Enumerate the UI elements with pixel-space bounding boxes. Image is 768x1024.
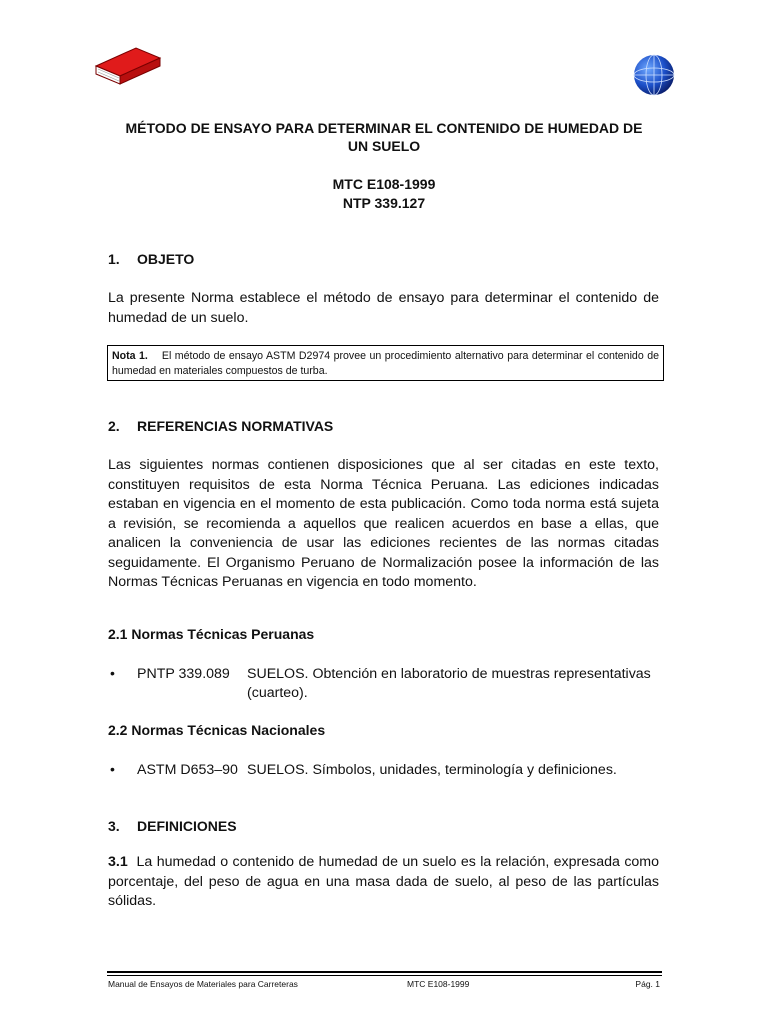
section-2-text: Las siguientes normas contienen disposiciones que al ser citadas en este texto, constituyen requisitos de esta Norma Técnica Peruana. Las ediciones indicadas estaban en vigencia en el momento de esta publicación. Como toda norma está sujeta a revisión, se recomienda a aquellos que realicen acuerdos en base a ellas, que analicen la conveniencia de usar las ediciones recientes de las normas citadas seguidamente. El Organismo Peruano de Normalización posee la información de las Normas Técnicas Peruanas en vigencia en todo momento. <box>108 457 659 590</box>
note-label: Nota 1. <box>112 350 148 362</box>
section-3-number: 3. <box>108 818 120 834</box>
book-icon <box>92 46 164 88</box>
footer-page-number: Pág. 1 <box>635 979 660 989</box>
footer-rule <box>107 971 662 973</box>
section-3-1-paragraph <box>108 853 659 912</box>
section-3-1-number: 3.1 <box>108 854 128 870</box>
bullet: • <box>110 665 115 681</box>
section-2-2-heading: 2.2 Normas Técnicas Nacionales <box>108 722 326 738</box>
section-1-heading: OBJETO <box>137 251 195 267</box>
section-2-heading: REFERENCIAS NORMATIVAS <box>137 418 334 434</box>
note-text: El método de ensayo ASTM D2974 provee un procedimiento alternativo para determinar el contenido de humedad en materiales compuestos de turba. <box>112 350 659 377</box>
globe-icon <box>632 53 676 97</box>
reference-description-line1: SUELOS. Obtención en laboratorio de muestras representativas <box>247 666 651 682</box>
section-2-1-heading: 2.1 Normas Técnicas Peruanas <box>108 626 315 642</box>
reference-description-line2: (cuarteo). <box>247 685 308 701</box>
document-title-line2: UN SUELO <box>347 138 421 154</box>
bullet: • <box>110 761 115 777</box>
reference-code: ASTM D653–90 <box>137 762 238 778</box>
footer-document-code: MTC E108-1999 <box>407 979 470 989</box>
section-1-text: La presente Norma establece el método de ensayo para determinar el contenido de humedad de un suelo. <box>108 290 659 326</box>
section-1-number: 1. <box>108 251 120 267</box>
document-code-mtc: MTC E108-1999 <box>332 176 436 192</box>
footer-manual-title: Manual de Ensayos de Materiales para Carreteras <box>108 979 298 989</box>
document-title-line1: MÉTODO DE ENSAYO PARA DETERMINAR EL CONTENIDO DE HUMEDAD DE <box>125 120 643 136</box>
section-2-number: 2. <box>108 418 120 434</box>
section-3-1-text: La humedad o contenido de humedad de un suelo es la relación, expresada como porcentaje, del peso de agua en una masa dada de suelo, al peso de las partículas sólidas. <box>108 854 660 909</box>
reference-code: PNTP 339.089 <box>137 666 230 682</box>
footer-rule <box>107 975 662 976</box>
section-3-heading: DEFINICIONES <box>137 818 237 834</box>
note-box <box>107 345 664 381</box>
document-code-ntp: NTP 339.127 <box>342 195 426 211</box>
reference-description: SUELOS. Símbolos, unidades, terminología y definiciones. <box>247 762 617 778</box>
